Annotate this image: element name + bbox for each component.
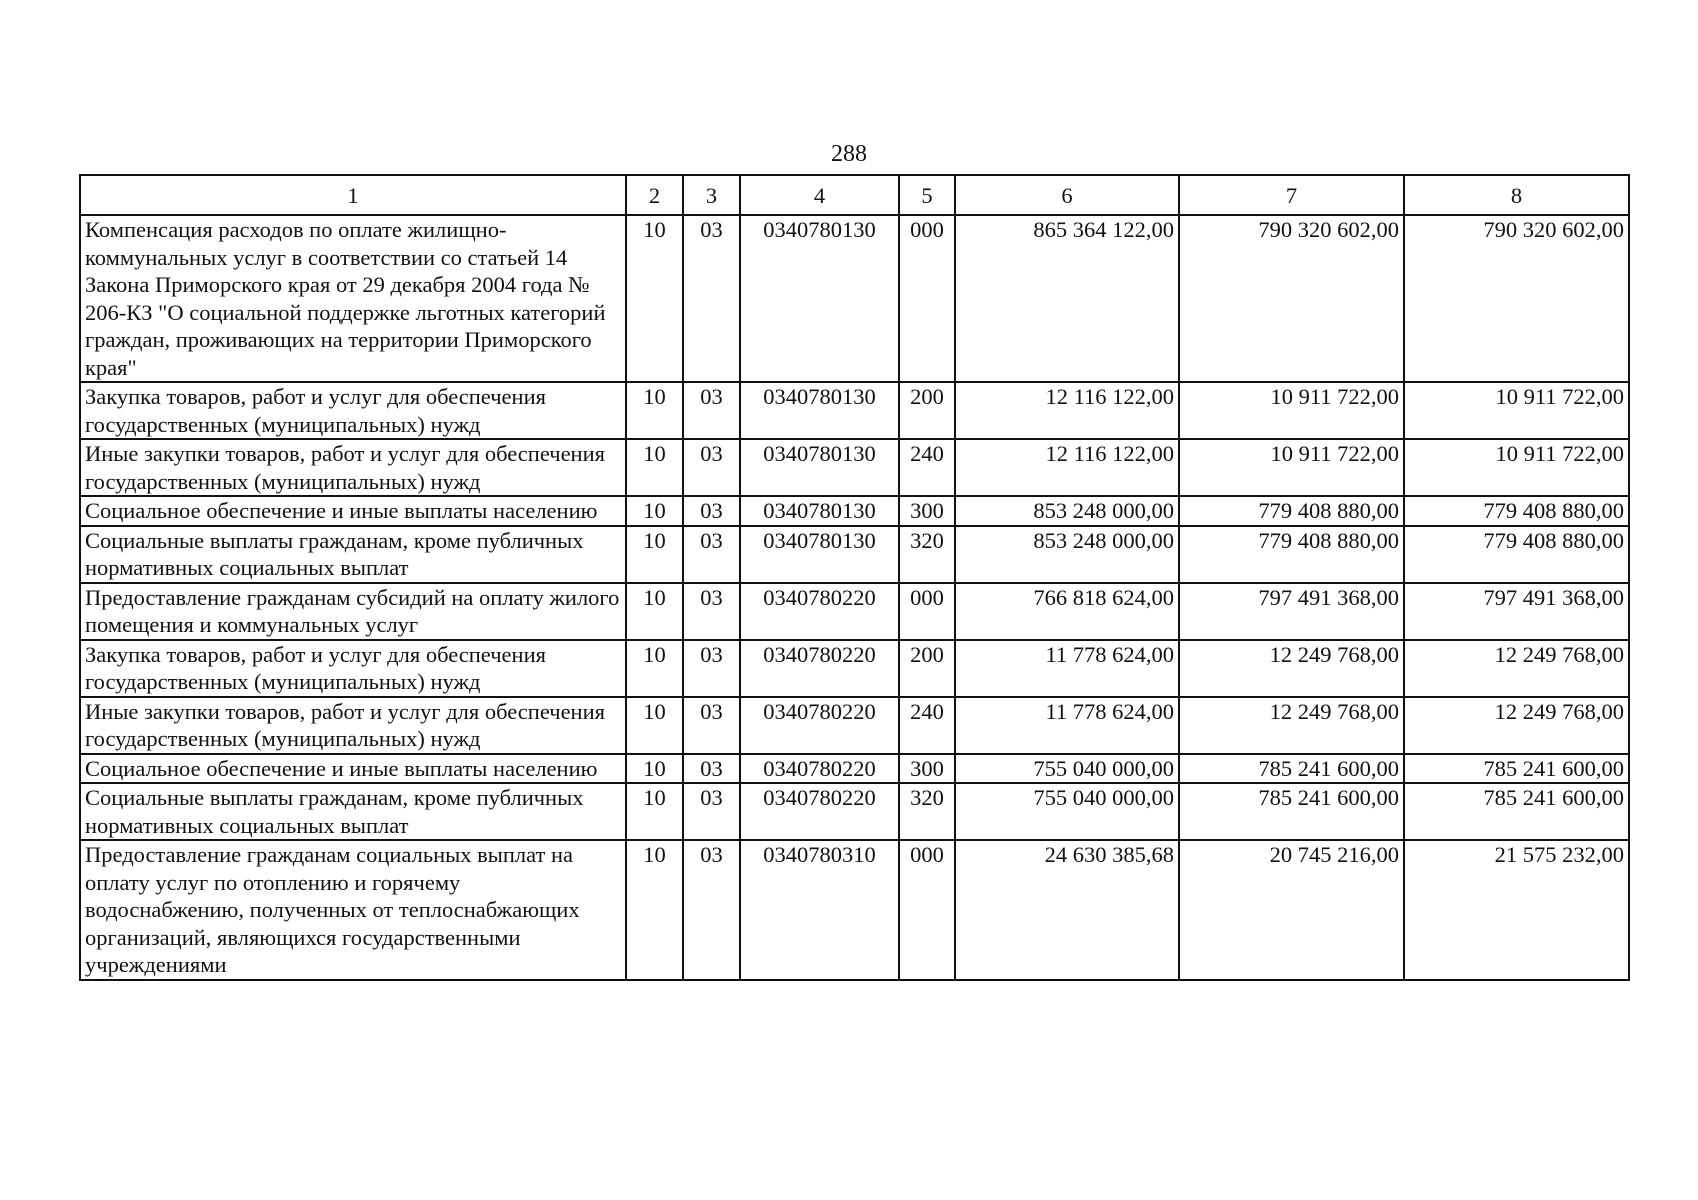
amount-col-6: 24 630 385,68 [955,840,1179,980]
row-name: Закупка товаров, работ и услуг для обеспечения государственных (муниципальных) нужд [80,382,626,439]
subsection-code: 03 [683,439,740,496]
subsection-code: 03 [683,783,740,840]
expense-type-code: 300 [899,496,955,526]
amount-col-8: 785 241 600,00 [1404,754,1629,784]
subsection-code: 03 [683,215,740,382]
row-name: Предоставление гражданам субсидий на оплату жилого помещения и коммунальных услуг [80,583,626,640]
amount-col-8: 10 911 722,00 [1404,439,1629,496]
header-cell-8: 8 [1404,175,1629,215]
row-name: Социальные выплаты гражданам, кроме публичных нормативных социальных выплат [80,783,626,840]
amount-col-7: 12 249 768,00 [1179,640,1404,697]
amount-col-7: 779 408 880,00 [1179,526,1404,583]
row-name: Иные закупки товаров, работ и услуг для обеспечения государственных (муниципальных) нужд [80,697,626,754]
table-row [80,783,1629,840]
amount-col-8: 785 241 600,00 [1404,783,1629,840]
page-number: 288 [831,141,867,167]
amount-col-8: 779 408 880,00 [1404,496,1629,526]
expense-type-code: 240 [899,697,955,754]
header-cell-7: 7 [1179,175,1404,215]
table-row [80,215,1629,382]
amount-col-8: 779 408 880,00 [1404,526,1629,583]
subsection-code: 03 [683,496,740,526]
target-article-code: 0340780130 [740,439,899,496]
expense-type-code: 320 [899,783,955,840]
amount-col-7: 10 911 722,00 [1179,439,1404,496]
target-article-code: 0340780220 [740,640,899,697]
section-code: 10 [626,583,683,640]
header-cell-5: 5 [899,175,955,215]
amount-col-8: 797 491 368,00 [1404,583,1629,640]
table-row [80,526,1629,583]
amount-col-6: 755 040 000,00 [955,783,1179,840]
target-article-code: 0340780310 [740,840,899,980]
header-cell-2: 2 [626,175,683,215]
target-article-code: 0340780220 [740,754,899,784]
table-row [80,382,1629,439]
amount-col-7: 12 249 768,00 [1179,697,1404,754]
section-code: 10 [626,754,683,784]
expense-type-code: 240 [899,439,955,496]
amount-col-7: 779 408 880,00 [1179,496,1404,526]
subsection-code: 03 [683,583,740,640]
subsection-code: 03 [683,697,740,754]
amount-col-6: 11 778 624,00 [955,697,1179,754]
amount-col-8: 12 249 768,00 [1404,697,1629,754]
subsection-code: 03 [683,640,740,697]
table-row [80,496,1629,526]
expense-type-code: 000 [899,583,955,640]
amount-col-7: 20 745 216,00 [1179,840,1404,980]
amount-col-7: 790 320 602,00 [1179,215,1404,382]
section-code: 10 [626,640,683,697]
target-article-code: 0340780220 [740,583,899,640]
table-row [80,640,1629,697]
section-code: 10 [626,215,683,382]
amount-col-7: 785 241 600,00 [1179,783,1404,840]
expense-type-code: 200 [899,640,955,697]
amount-col-8: 10 911 722,00 [1404,382,1629,439]
row-name: Социальные выплаты гражданам, кроме публичных нормативных социальных выплат [80,526,626,583]
amount-col-7: 797 491 368,00 [1179,583,1404,640]
target-article-code: 0340780220 [740,697,899,754]
header-cell-1: 1 [80,175,626,215]
amount-col-6: 865 364 122,00 [955,215,1179,382]
table-row [80,439,1629,496]
expense-type-code: 320 [899,526,955,583]
target-article-code: 0340780130 [740,215,899,382]
expense-type-code: 200 [899,382,955,439]
section-code: 10 [626,526,683,583]
table-row [80,840,1629,980]
amount-col-6: 853 248 000,00 [955,526,1179,583]
subsection-code: 03 [683,840,740,980]
table-row [80,583,1629,640]
amount-col-7: 10 911 722,00 [1179,382,1404,439]
row-name: Компенсация расходов по оплате жилищно-коммунальных услуг в соответствии со статьей 14 Закона Приморского края от 29 декабря 2004 года № 206-КЗ "О социальной поддержке льготных категорий граждан, проживающих на территории Приморского края" [80,215,626,382]
amount-col-6: 755 040 000,00 [955,754,1179,784]
amount-col-6: 12 116 122,00 [955,439,1179,496]
expense-type-code: 000 [899,215,955,382]
amount-col-8: 21 575 232,00 [1404,840,1629,980]
amount-col-6: 11 778 624,00 [955,640,1179,697]
row-name: Иные закупки товаров, работ и услуг для обеспечения государственных (муниципальных) нужд [80,439,626,496]
amount-col-8: 12 249 768,00 [1404,640,1629,697]
expense-type-code: 300 [899,754,955,784]
row-name: Социальное обеспечение и иные выплаты населению [80,754,626,784]
header-row [80,175,1629,215]
section-code: 10 [626,697,683,754]
subsection-code: 03 [683,526,740,583]
row-name: Закупка товаров, работ и услуг для обеспечения государственных (муниципальных) нужд [80,640,626,697]
section-code: 10 [626,783,683,840]
amount-col-6: 766 818 624,00 [955,583,1179,640]
section-code: 10 [626,496,683,526]
header-cell-6: 6 [955,175,1179,215]
amount-col-7: 785 241 600,00 [1179,754,1404,784]
header-cell-4: 4 [740,175,899,215]
table-row [80,697,1629,754]
amount-col-6: 12 116 122,00 [955,382,1179,439]
amount-col-8: 790 320 602,00 [1404,215,1629,382]
header-cell-3: 3 [683,175,740,215]
section-code: 10 [626,382,683,439]
budget-table [79,174,1630,981]
row-name: Социальное обеспечение и иные выплаты населению [80,496,626,526]
table-row [80,754,1629,784]
section-code: 10 [626,840,683,980]
target-article-code: 0340780130 [740,496,899,526]
row-name: Предоставление гражданам социальных выплат на оплату услуг по отоплению и горячему водоснабжению, полученных от теплоснабжающих организаций, являющихся государственными учреждениями [80,840,626,980]
target-article-code: 0340780130 [740,382,899,439]
subsection-code: 03 [683,754,740,784]
section-code: 10 [626,439,683,496]
expense-type-code: 000 [899,840,955,980]
target-article-code: 0340780130 [740,526,899,583]
amount-col-6: 853 248 000,00 [955,496,1179,526]
target-article-code: 0340780220 [740,783,899,840]
subsection-code: 03 [683,382,740,439]
